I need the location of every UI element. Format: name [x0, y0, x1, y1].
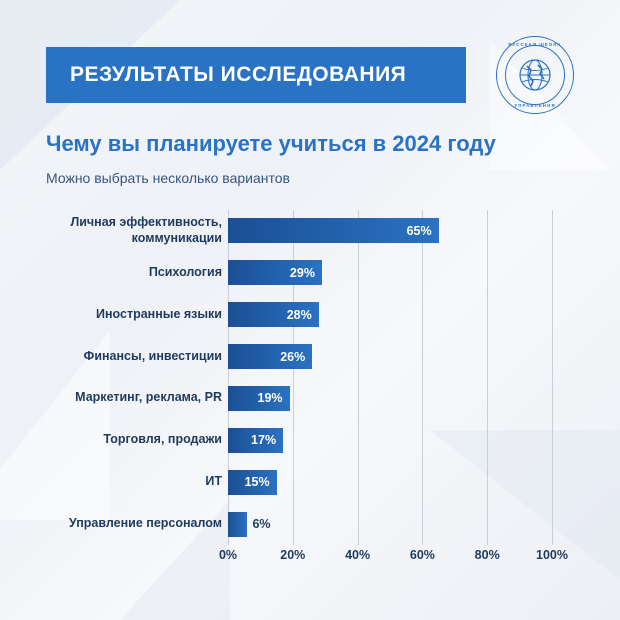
category-label: ИТ [205, 474, 222, 489]
brand-logo [496, 36, 574, 114]
bar-value-label: 15% [244, 475, 270, 490]
gridline [487, 210, 488, 545]
header-banner [46, 47, 466, 103]
bar [228, 344, 312, 369]
gridline [422, 210, 423, 545]
x-axis-ticks [218, 548, 568, 568]
category-label: Иностранные языки [96, 306, 222, 321]
plot-area [228, 210, 552, 545]
bar [228, 470, 277, 495]
bar-value-label: 19% [257, 391, 283, 406]
category-label: Финансы, инвестиции [83, 348, 222, 363]
x-tick-label: 80% [474, 548, 500, 562]
bar-value-label: 17% [251, 433, 277, 448]
x-tick-label: 100% [536, 548, 568, 562]
bar [228, 260, 322, 285]
chart-title: Чему вы планируете учиться в 2024 году [46, 131, 496, 156]
category-label: Маркетинг, реклама, PR [75, 390, 222, 405]
bar-value-label: 29% [289, 265, 315, 280]
x-tick-label: 40% [345, 548, 371, 562]
globe-icon [517, 57, 553, 93]
bar-value-label: 65% [406, 223, 432, 238]
x-tick-label: 20% [280, 548, 306, 562]
logo-bottom-text: УПРАВЛЕНИЯ [514, 103, 556, 108]
bar-value-label: 6% [252, 517, 271, 532]
x-tick-label: 0% [218, 548, 238, 562]
bar-chart [0, 205, 620, 565]
chart-subtitle: Можно выбрать несколько вариантов [46, 170, 290, 186]
category-labels [0, 210, 222, 545]
bar [228, 512, 271, 537]
category-label: Личная эффективность, коммуникации [70, 214, 222, 245]
bar [228, 386, 290, 411]
gridline [358, 210, 359, 545]
category-label: Управление персоналом [68, 516, 222, 531]
page-title: РЕЗУЛЬТАТЫ ИССЛЕДОВАНИЯ [70, 63, 407, 86]
bar-value-label: 28% [286, 307, 312, 322]
bar [228, 218, 439, 243]
category-label: Торговля, продажи [103, 432, 222, 447]
gridline [552, 210, 553, 545]
category-label: Психология [148, 264, 222, 279]
bar [228, 428, 283, 453]
logo-top-text: РУССКАЯ ШКОЛА [508, 42, 562, 47]
bar-value-label: 26% [280, 349, 306, 364]
x-tick-label: 60% [409, 548, 435, 562]
bar [228, 302, 319, 327]
